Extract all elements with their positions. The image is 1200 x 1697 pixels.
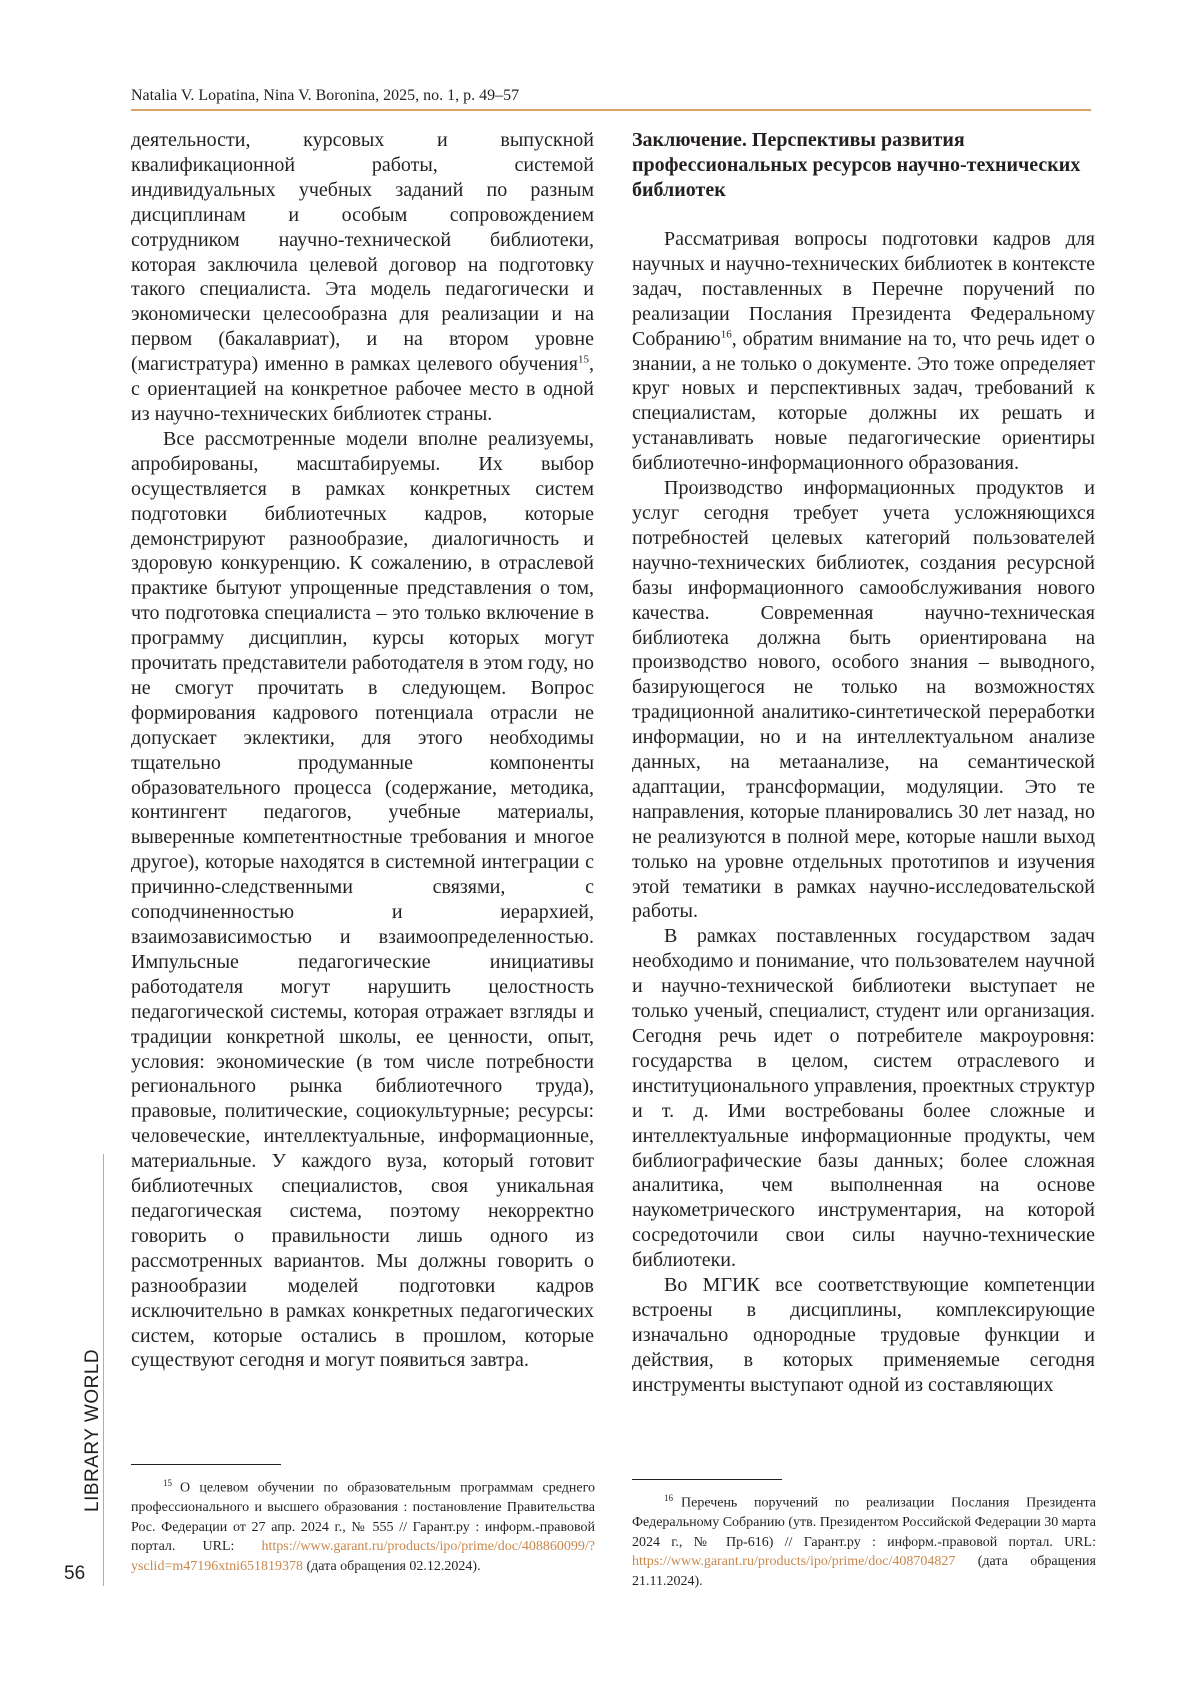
paragraph: В рамках поставленных государством задач необходимо и понимание, что пользователем научной и научно-технической библиотеки выступает не только ученый, специалист, студент или организация. Сегодня речь идет о потребителе макроуровня: государства в целом, систем отраслевого и институционального управления, проектных структур и т. д. Ими востребованы более сложные и интеллектуальные информационные продукты, чем библиографические базы данных; более сложная аналитика, чем выполненная на основе наукометрического инструментария, на которой сосредоточили свои силы научно-технические библиотеки. xyxy=(632,924,1095,1273)
footnote-16 xyxy=(632,1489,1096,1591)
paragraph: Все рассмотренные модели вполне реализуемы, апробированы, масштабируемы. Их выбор осуществляется в рамках конкретных систем подготовки библиотечных кадров, которые демонстрируют разнообразие, диалогичность и здоровую конкуренцию. К сожалению, в отраслевой практике бытуют упрощенные представления о том, что подготовка специалиста – это только включение в программу дисциплин, курсы которых могут прочитать представители работодателя в этом году, но не смогут прочитать в следующем. Вопрос формирования кадрового потенциала отрасли не допускает эклектики, для этого необходимы тщательно продуманные компоненты образовательного процесса (содержание, методика, контингент педагогов, учебные материалы, выверенные компетентностные требования и многое другое), которые находятся в системной интеграции с причинно-следственными связями, с соподчиненностью и иерархией, взаимозависимостью и взаимоопределенностью. Импульсные педагогические инициативы работодателя могут нарушить целостность педагогической системы, которая отражает взгляды и традиции конкретной школы, ее ценности, опыт, условия: экономические (в том числе потребности регионального рынка библиотечного труда), правовые, политические, социокультурные; ресурсы: человеческие, интеллектуальные, информационные, материальные. У каждого вуза, который готовит библиотечных специалистов, своя уникальная педагогическая система, поэтому некорректно говорить о правильности лишь одного из рассмотренных вариантов. Мы должны говорить о разнообразии моделей подготовки кадров исключительно в рамках конкретных педагогических систем, которые остались в прошлом, которые существуют сегодня и могут появиться завтра. xyxy=(131,427,594,1373)
header-rule xyxy=(131,109,1091,111)
footnote-number: 15 xyxy=(163,1478,172,1488)
footnote-text: (дата обращения 02.12.2024). xyxy=(303,1559,481,1574)
paragraph xyxy=(131,128,594,427)
footnote-link[interactable]: https://www.garant.ru/products/ipo/prime/doc/408704827 xyxy=(632,1554,955,1569)
paragraph-text: , с ориентацией на конкретное рабочее место в одной из научно-технических библиотек страны. xyxy=(131,353,594,425)
footnote-text: Перечень поручений по реализации Послания Президента Федеральному Собранию (утв. Президентом Российской Федерации 30 марта 2024 г., № Пр-616) // Гарант.ру : информ.-правовой портал. URL: xyxy=(632,1496,1096,1550)
footnote-ref-15[interactable]: 15 xyxy=(578,354,589,366)
footnote-15 xyxy=(131,1474,595,1576)
paragraph-text: , обратим внимание на то, что речь идет о знании, а не только о документе. Это тоже определяет круг новых и перспективных задач, требований к специалистам, которые должны их решать и устанавливать новые педагогические ориентиры библиотечно-информационного образования. xyxy=(632,328,1095,475)
journal-label: LIBRARY WORLD xyxy=(82,1349,104,1512)
paragraph-text: деятельности, курсовых и выпускной квалификационной работы, системой индивидуальных учебных заданий по разным дисциплинам и особым сопровождением сотрудником научно-технической библиотеки, которая заключила целевой договор на подготовку такого специалиста. Эта модель педагогически и экономически целесообразна для реализации и на первом (бакалавриат), и на втором уровне (магистратура) именно в рамках целевого обучения xyxy=(131,129,594,375)
footnote-link[interactable]: https://www.garant.ru/products/ipo/prime/doc/408860099/?ysclid=m47196xtni651819378 xyxy=(131,1539,595,1574)
paragraph: Производство информационных продуктов и услуг сегодня требует учета усложняющихся потребностей целевых категорий пользователей научно-технических библиотек, создания ресурсной базы информационного самообслуживания нового качества. Современная научно-техническая библиотека должна быть ориентирована на производство нового, особого знания – выводного, базирующегося не только на возможностях традиционной аналитико-синтетической переработки информации, но и на интеллектуальном анализе данных, на метаанализе, на семантической адаптации, трансформации, модуляции. Это те направления, которые планировались 30 лет назад, но не реализуются в полной мере, которые нашли выход только на уровне отдельных прототипов и изучения этой тематики в рамках научно-исследовательской работы. xyxy=(632,476,1095,924)
paragraph xyxy=(632,227,1095,476)
running-head: Natalia V. Lopatina, Nina V. Boronina, 2025, no. 1, p. 49–57 xyxy=(131,85,1085,107)
paragraph: Во МГИК все соответствующие компетенции встроены в дисциплины, комплексирующие изначально однородные трудовые функции и действия, в которых применяемые сегодня инструменты выступают одной из составляющих xyxy=(632,1273,1095,1398)
paragraph-text: Рассматривая вопросы подготовки кадров для научных и научно-технических библиотек в контексте задач, поставленных в Перечне поручений по реализации Послания Президента Федеральному Собранию xyxy=(632,228,1095,350)
left-column xyxy=(131,128,594,1373)
footnote-text: (дата обращения 21.11.2024). xyxy=(632,1554,1096,1589)
footnote-text: О целевом обучении по образовательным программам среднего профессионального и высшего образования : постановление Правительства Рос. Федерации от 27 апр. 2024 г., № 555 // Гарант.ру : информ.-правовой портал. URL: xyxy=(131,1481,595,1555)
page-number: 56 xyxy=(64,1563,85,1585)
footnote-rule xyxy=(131,1464,281,1465)
right-column xyxy=(632,128,1095,1398)
footnote-number: 16 xyxy=(664,1493,673,1503)
footnote-rule xyxy=(632,1479,782,1480)
section-heading: Заключение. Перспективы развития профессиональных ресурсов научно-технических библиотек xyxy=(632,128,1095,203)
footnote-ref-16[interactable]: 16 xyxy=(721,328,732,340)
